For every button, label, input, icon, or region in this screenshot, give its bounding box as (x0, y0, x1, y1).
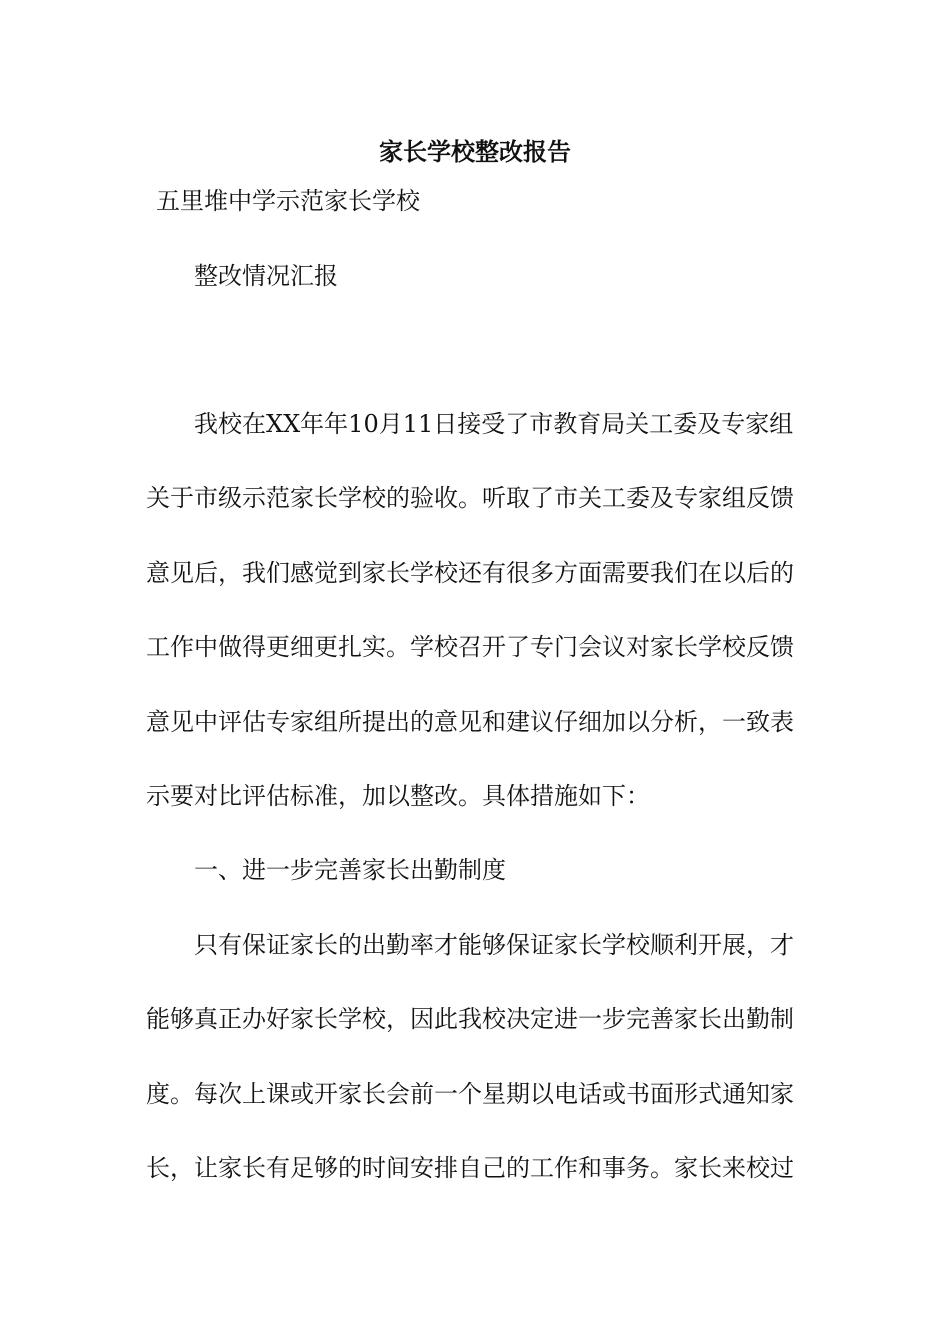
paragraph-line: 关于市级示范家长学校的验收。听取了市关工委及专家组反馈 (146, 484, 794, 512)
paragraph-line: 意见中评估专家组所提出的意见和建议仔细加以分析，一致表 (146, 708, 794, 736)
paragraph-line: 只有保证家长的出勤率才能够保证家长学校顺利开展，才 (194, 931, 794, 959)
document-title: 家长学校整改报告 (379, 137, 571, 166)
section-heading: 一、进一步完善家长出勤制度 (194, 856, 506, 884)
paragraph-line: 我校在XX年年10月11日接受了市教育局关工委及专家组 (194, 410, 794, 438)
document-subtitle: 五里堆中学示范家长学校 (156, 187, 420, 215)
paragraph-line: 意见后，我们感觉到家长学校还有很多方面需要我们在以后的 (146, 559, 794, 587)
paragraph-line: 长，让家长有足够的时间安排自己的工作和事务。家长来校过 (146, 1154, 794, 1182)
paragraph-line: 度。每次上课或开家长会前一个星期以电话或书面形式通知家 (146, 1080, 794, 1108)
paragraph-line: 能够真正办好家长学校，因此我校决定进一步完善家长出勤制 (146, 1005, 794, 1033)
paragraph-line: 示要对比评估标准，加以整改。具体措施如下： (146, 782, 650, 810)
paragraph-line: 工作中做得更细更扎实。学校召开了专门会议对家长学校反馈 (146, 633, 794, 661)
document-heading: 整改情况汇报 (194, 262, 338, 290)
